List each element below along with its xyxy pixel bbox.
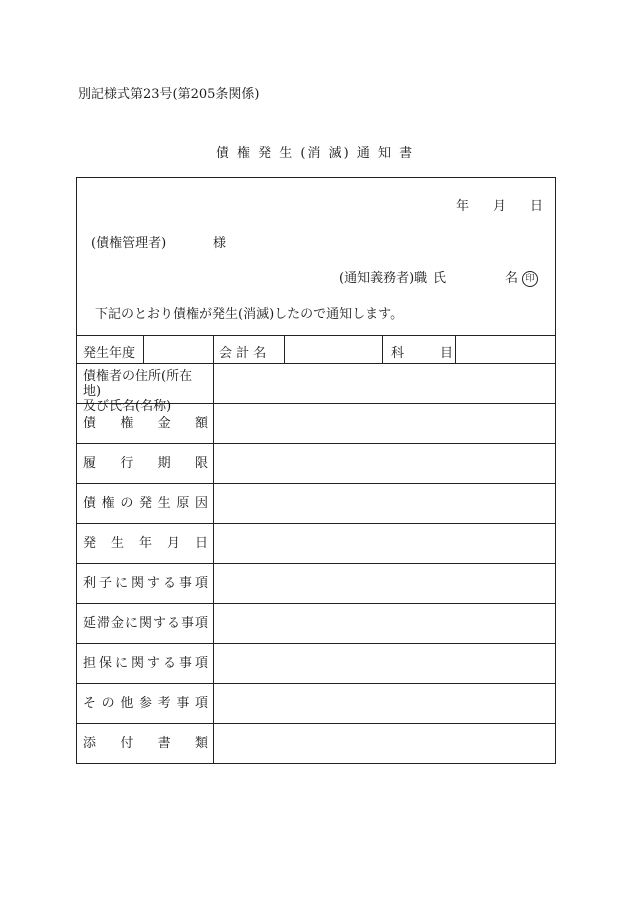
fiscal-year-label: 発生年度: [83, 346, 136, 361]
row-label: 添付書類: [83, 736, 208, 751]
row-value: [213, 564, 555, 603]
fiscal-info-row: [77, 336, 555, 364]
table-row: [77, 404, 555, 444]
notice-form: [76, 177, 556, 764]
date-day: 日: [530, 199, 544, 214]
row-value: [213, 524, 555, 563]
table-row: [77, 364, 555, 414]
row-value: [213, 484, 555, 523]
date-month: 月: [493, 199, 507, 214]
row-label: 債権金額: [83, 416, 208, 431]
row-label: 債権の発生原因: [83, 496, 208, 511]
row-value: [213, 404, 555, 443]
notice-body-text: 下記のとおり債権が発生(消滅)したので通知します。: [95, 307, 404, 322]
table-row: [77, 684, 555, 724]
row-value: [213, 444, 555, 483]
row-label: 利子に関する事項: [83, 576, 208, 591]
detail-rows: [77, 364, 555, 764]
row-value: [213, 604, 555, 643]
notifier-name-right: 名 印: [505, 267, 538, 287]
divider: [382, 336, 383, 363]
table-row: [77, 524, 555, 564]
table-row: [77, 484, 555, 524]
row-label: その他参考事項: [83, 696, 208, 711]
row-label: 発生年月日: [83, 536, 208, 551]
row-value: [213, 644, 555, 683]
item-label-right: 目: [440, 346, 454, 361]
row-label: 履行期限: [83, 456, 208, 471]
table-row: [77, 644, 555, 684]
divider: [143, 336, 144, 363]
addressee-label: (債権管理者): [91, 236, 167, 251]
creditor-address-value: [213, 364, 555, 403]
notice-header-section: [77, 178, 555, 336]
table-row: [77, 444, 555, 484]
divider: [455, 336, 456, 363]
notifier-label: (通知義務者)職: [339, 271, 428, 286]
item-label-left: 科: [391, 346, 405, 361]
creditor-address-label: 債権者の住所(所在地) 及び氏名(名称): [83, 369, 193, 414]
date-year: 年: [456, 199, 470, 214]
addressee-suffix: 様: [213, 236, 227, 251]
form-reference: 別記様式第23号(第205条関係): [78, 87, 260, 102]
row-label: 担保に関する事項: [83, 656, 208, 671]
account-label: 会 計 名: [219, 346, 267, 361]
seal-icon: 印: [522, 271, 538, 287]
row-value: [213, 724, 555, 764]
table-row: [77, 564, 555, 604]
divider: [284, 336, 285, 363]
row-label: 延滞金に関する事項: [83, 616, 208, 631]
table-row: [77, 724, 555, 764]
table-row: [77, 604, 555, 644]
notifier-name-left: 氏: [433, 271, 447, 286]
divider: [213, 336, 214, 363]
row-value: [213, 684, 555, 723]
document-title: 債 権 発 生 (消 滅) 通 知 書: [215, 146, 415, 161]
